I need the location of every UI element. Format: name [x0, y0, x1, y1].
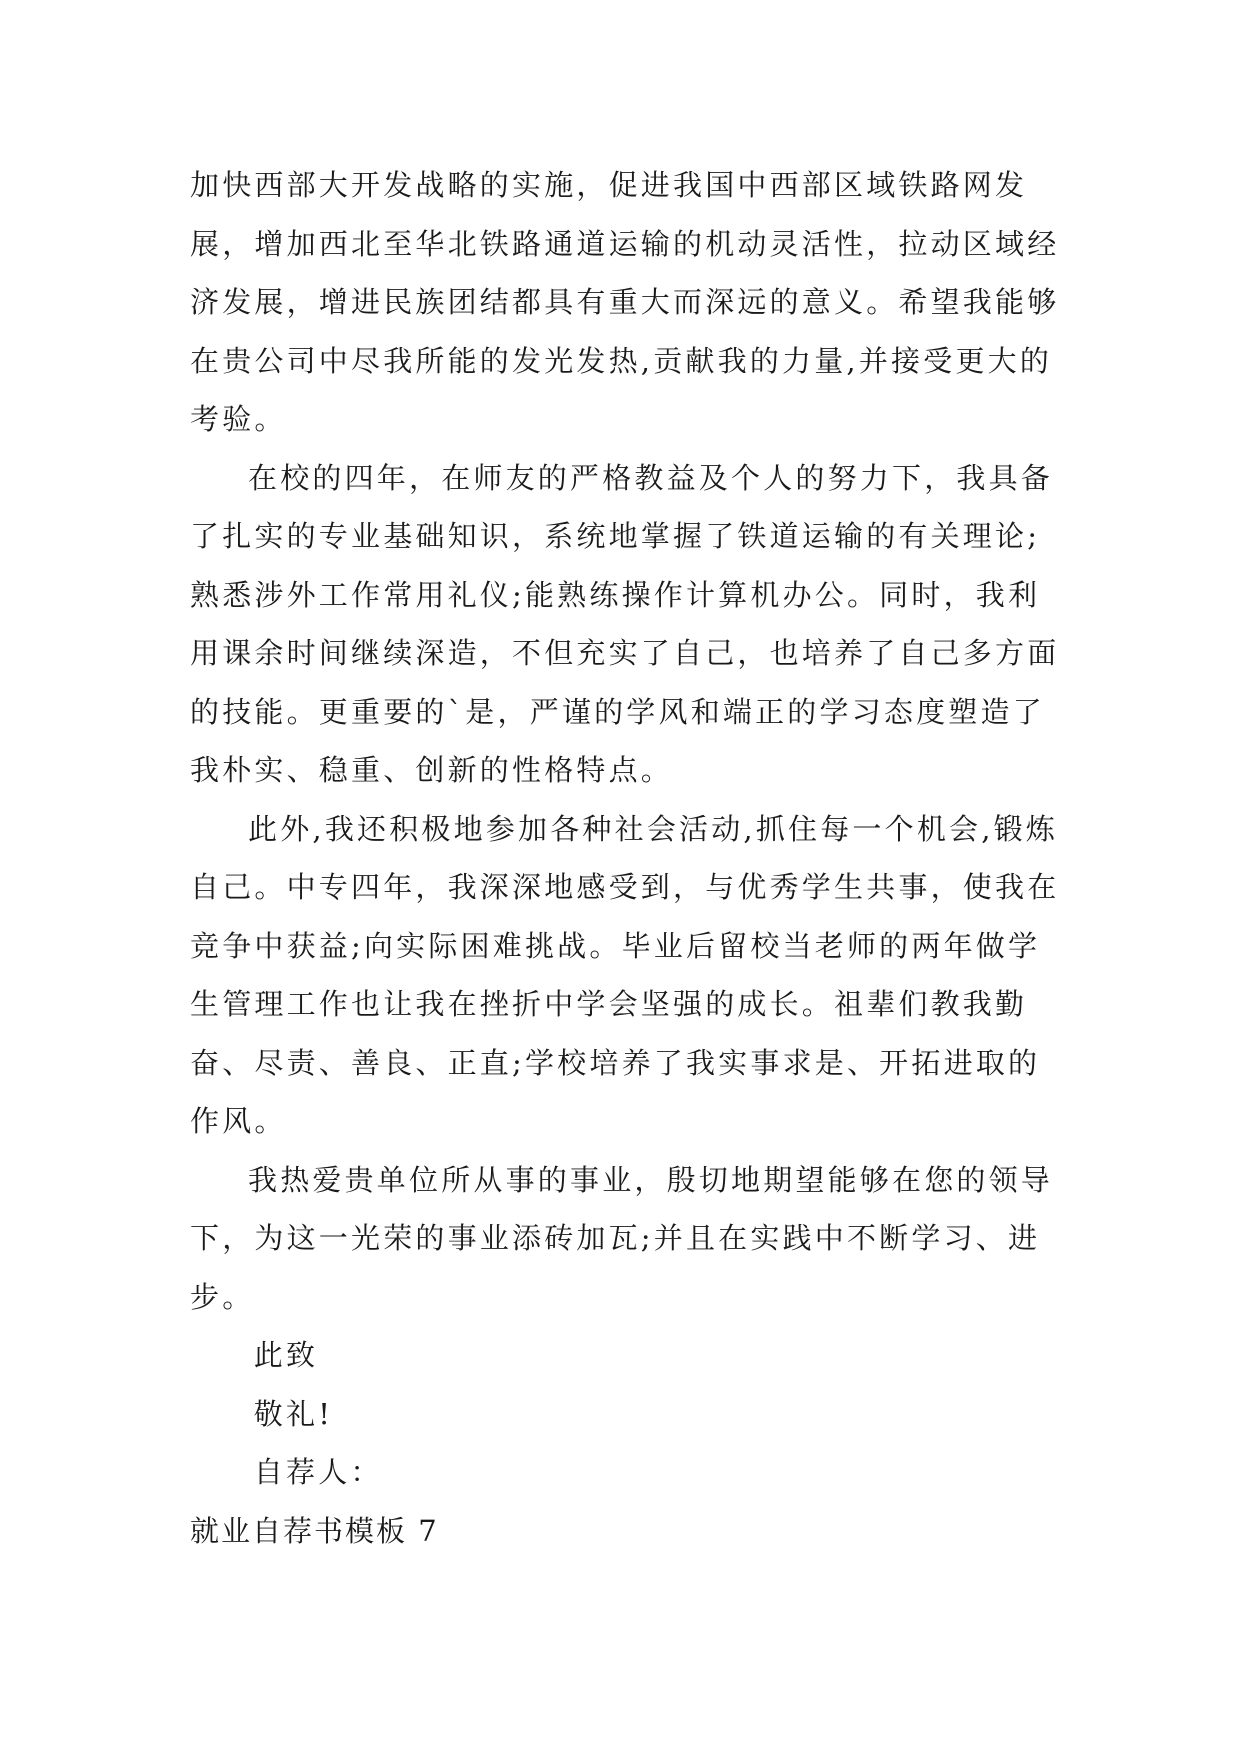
paragraph-2: 在校的四年，在师友的严格教益及个人的努力下，我具备了扎实的专业基础知识，系统地掌握了铁道运输的有关理论;熟悉涉外工作常用礼仪;能熟练操作计算机办公。同时，我利用课余时间继续深造，不但充实了自己，也培养了自己多方面的技能。更重要的`是，严谨的学风和端正的学习态度塑造了我朴实、稳重、创新的性格特点。 [190, 460, 1060, 787]
next-section-title: 就业自荐书模板 7 [190, 1513, 439, 1548]
signature-line: 自荐人： [253, 1455, 383, 1489]
closing-salute: 敬礼! [253, 1396, 334, 1431]
paragraph-3: 此外,我还积极地参加各种社会活动,抓住每一个机会,锻炼自己。中专四年，我深深地感受到，与优秀学生共事，使我在竞争中获益;向实际困难挑战。毕业后留校当老师的两年做学生管理工作也让我在挫折中学会坚强的成长。祖辈们教我勤奋、尽责、善良、正直;学校培养了我实事求是、开拓进取的作风。 [190, 811, 1060, 1138]
document-body [190, 156, 1070, 1560]
paragraph-4: 我热爱贵单位所从事的事业，殷切地期望能够在您的领导下，为这一光荣的事业添砖加瓦;并且在实践中不断学习、进步。 [190, 1162, 1054, 1314]
closing-greeting: 此致 [253, 1338, 319, 1372]
paragraph-1: 加快西部大开发战略的实施，促进我国中西部区域铁路网发展，增加西北至华北铁路通道运输的机动灵活性，拉动区域经济发展，增进民族团结都具有重大而深远的意义。希望我能够在贵公司中尽我所能的发光发热,贡献我的力量,并接受更大的考验。 [190, 168, 1060, 436]
